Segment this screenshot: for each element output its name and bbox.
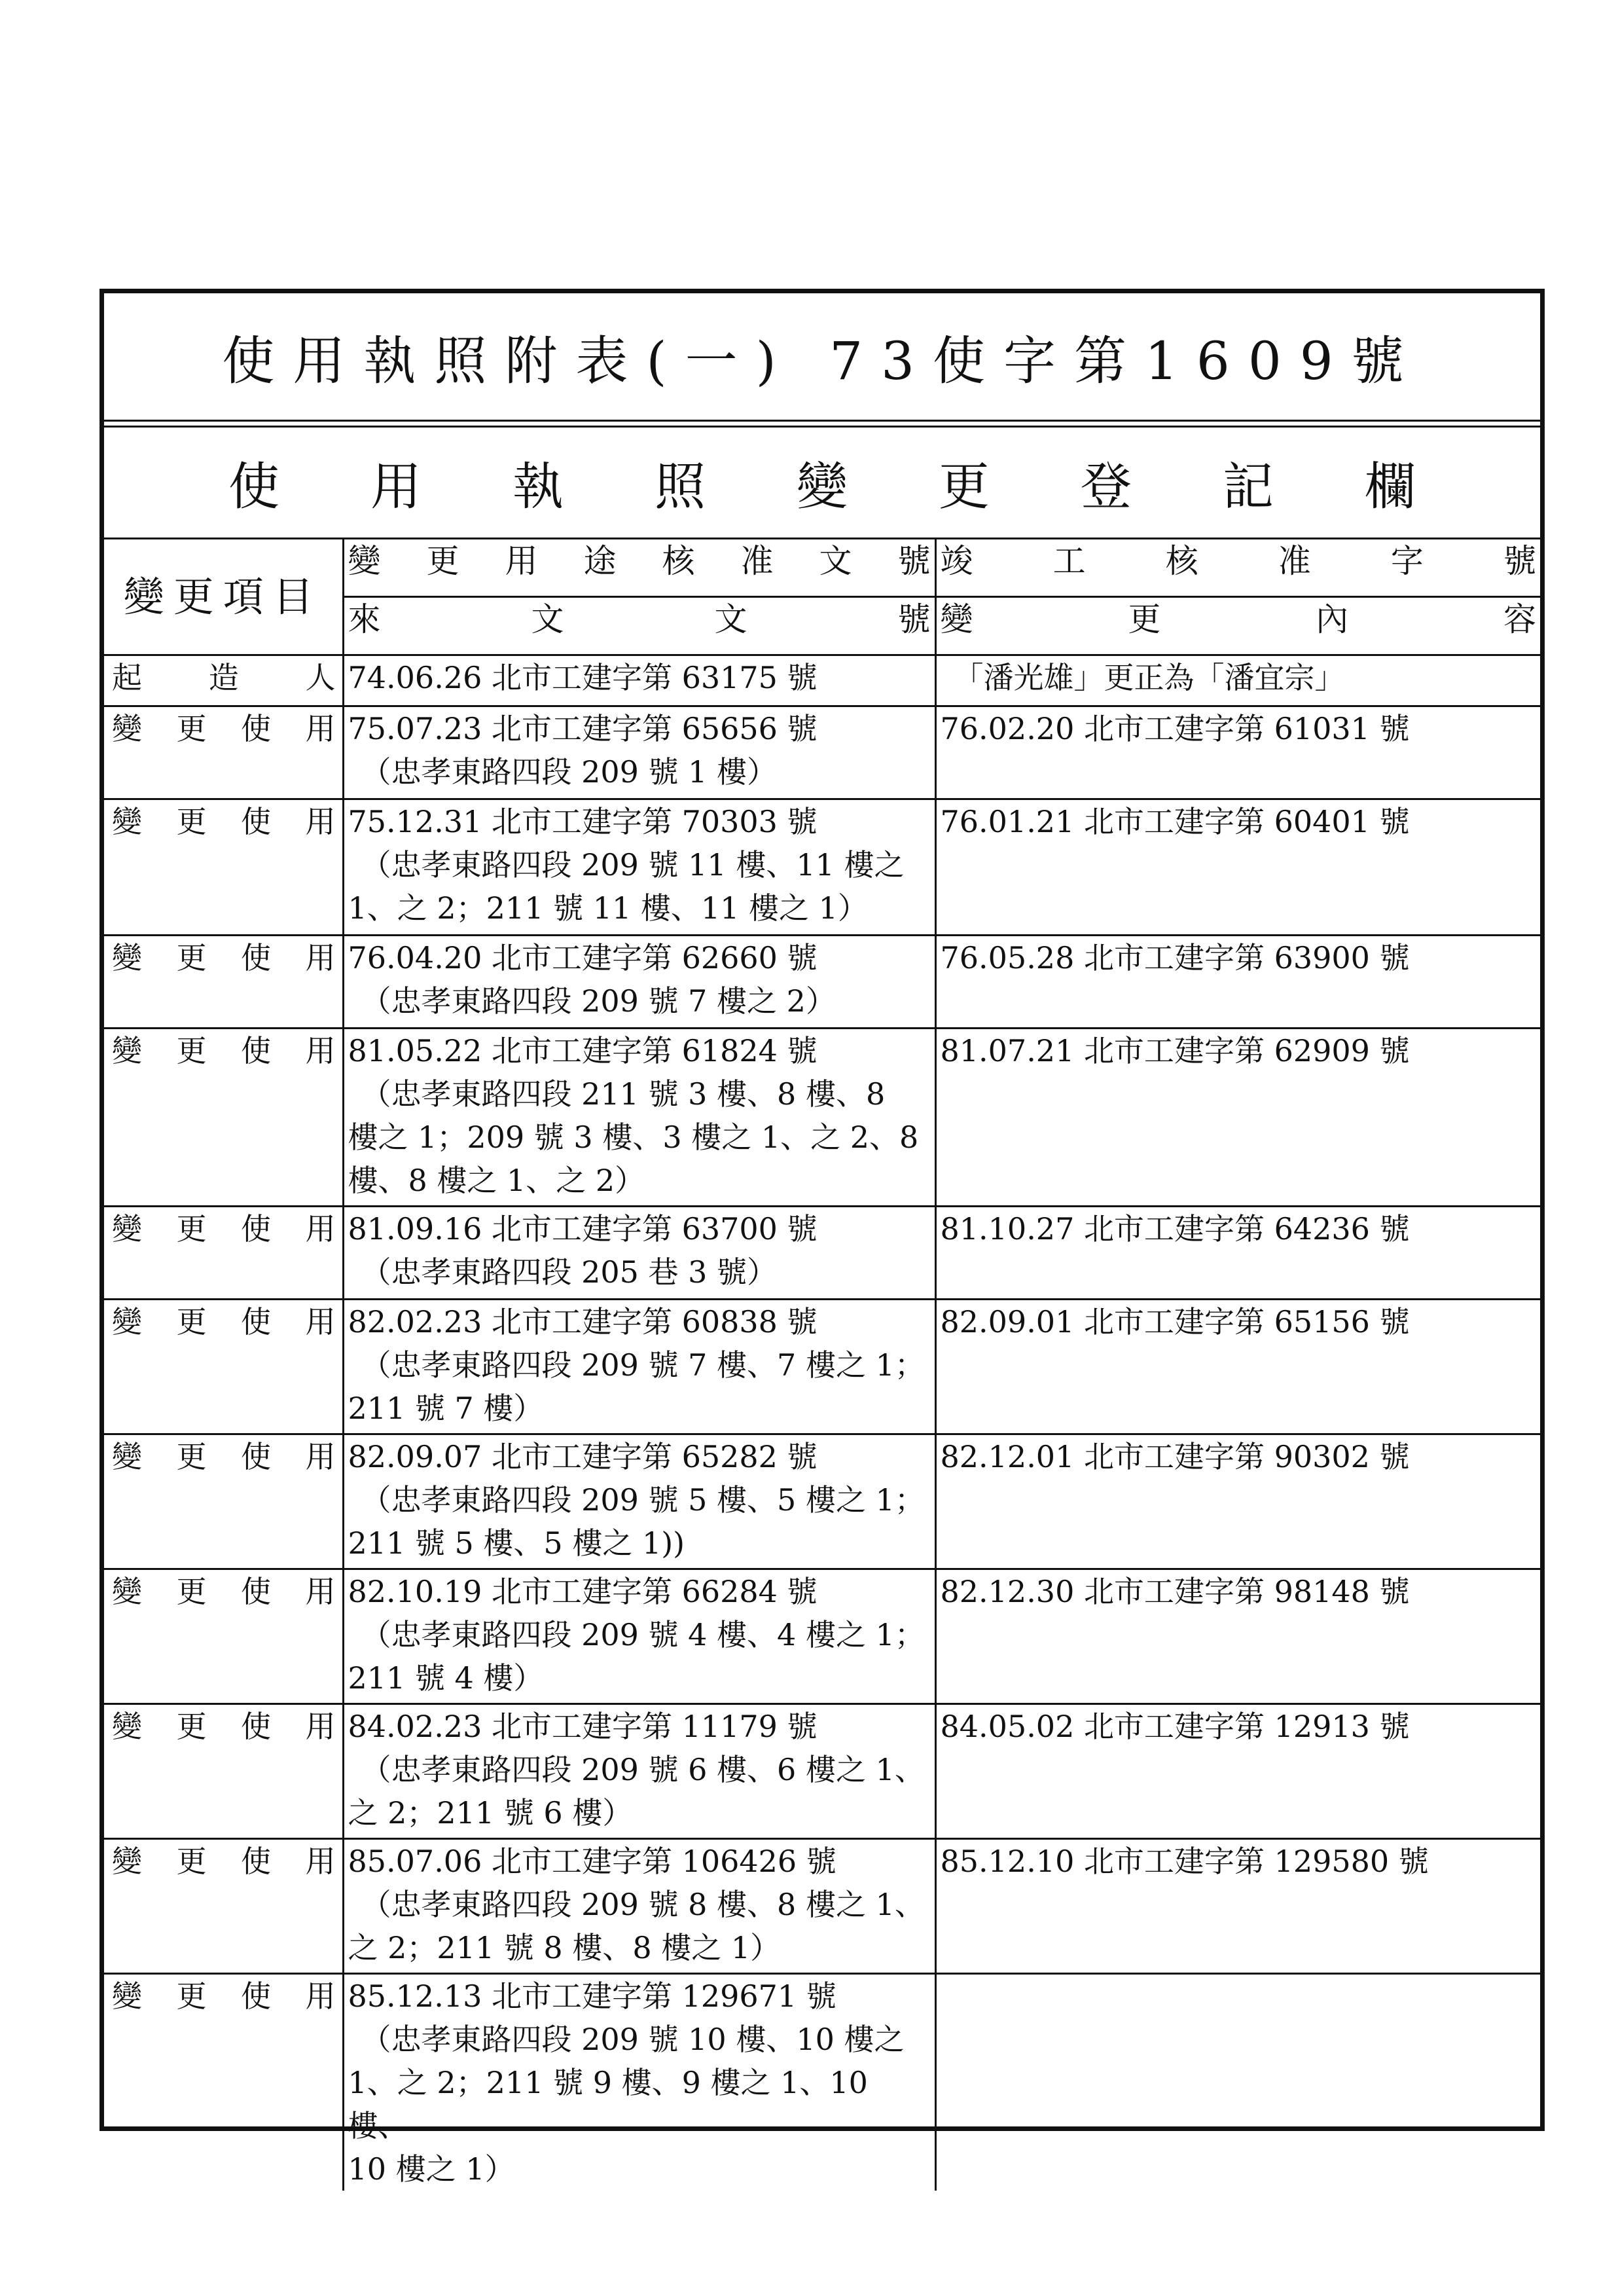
approval-address-line: （忠孝東路四段 209 號 4 樓、4 樓之 1； (361, 1617, 925, 1652)
header-completion-top-char: 准 (1278, 542, 1311, 580)
header-completion-top-char: 號 (1503, 542, 1536, 580)
approval-number: 81.05.22 北市工建字第 61824 號 (348, 1033, 818, 1068)
change-item-cell (104, 1029, 343, 1207)
change-item-char: 變 (112, 1033, 142, 1068)
change-item-cell (104, 1704, 343, 1839)
approval-number: 74.06.26 北市工建字第 63175 號 (348, 660, 818, 695)
approval-number: 85.12.13 北市工建字第 129671 號 (348, 1978, 836, 2014)
approval-address-line: 之 2；211 號 6 樓） (348, 1795, 633, 1831)
header-approval-top-char: 核 (662, 542, 695, 580)
table-row (104, 1207, 1540, 1300)
header-approval-top-char: 文 (819, 542, 852, 580)
approval-number: 75.07.23 北市工建字第 65656 號 (348, 711, 818, 746)
approval-address-line: 211 號 4 樓） (348, 1660, 544, 1696)
approval-address-line: （忠孝東路四段 209 號 5 樓、5 樓之 1； (361, 1482, 925, 1518)
completion-number: 82.12.30 北市工建字第 98148 號 (940, 1574, 1410, 1609)
approval-address-line: （忠孝東路四段 211 號 3 樓、8 樓、8 (361, 1076, 886, 1112)
completion-cell (935, 706, 1540, 799)
table-row (104, 936, 1540, 1029)
approval-number: 82.02.23 北市工建字第 60838 號 (348, 1304, 818, 1339)
approval-number: 84.02.23 北市工建字第 11179 號 (348, 1709, 818, 1744)
approval-address-line: 之 2；211 號 8 樓、8 樓之 1） (348, 1930, 781, 1965)
header-completion-bottom-char: 變 (940, 600, 973, 638)
completion-number: 85.12.10 北市工建字第 129580 號 (940, 1844, 1429, 1879)
change-item-char: 用 (305, 1574, 336, 1609)
change-item-char: 變 (112, 1978, 142, 2014)
approval-cell (343, 1300, 935, 1434)
change-item-cell (104, 1300, 343, 1434)
approval-cell (343, 1974, 935, 2191)
header-completion-bottom-char: 內 (1316, 600, 1349, 638)
header-approval-bottom-char: 文 (531, 600, 564, 638)
table-row (104, 1704, 1540, 1839)
change-item-char: 變 (112, 1304, 142, 1339)
change-item-char: 用 (305, 1978, 336, 2014)
certificate-frame (99, 289, 1545, 2187)
change-item-cell (104, 1434, 343, 1569)
header-approval-top-char: 用 (505, 542, 538, 580)
change-item-char: 用 (305, 1709, 336, 1744)
completion-number: 81.07.21 北市工建字第 62909 號 (940, 1033, 1410, 1068)
header-completion-top-char: 竣 (940, 542, 973, 580)
section-title-char: 使 (228, 458, 280, 517)
header-item: 變更項目 (104, 539, 343, 655)
approval-address-line: （忠孝東路四段 209 號 8 樓、8 樓之 1、 (361, 1887, 925, 1922)
completion-cell (935, 1569, 1540, 1704)
change-item-char: 變 (112, 1574, 142, 1609)
approval-cell (343, 799, 935, 936)
header-approval-bottom (343, 597, 935, 655)
change-item-char: 更 (176, 1574, 207, 1609)
change-item-char: 變 (112, 1211, 142, 1247)
change-item-cell (104, 1569, 343, 1704)
change-item-char: 變 (112, 1439, 142, 1474)
change-item-char: 使 (241, 711, 271, 746)
change-item-char: 更 (176, 1844, 207, 1879)
approval-cell (343, 1839, 935, 1974)
approval-cell (343, 1207, 935, 1300)
section-title-char: 用 (370, 458, 422, 517)
change-item-char: 變 (112, 940, 142, 975)
approval-cell (343, 1434, 935, 1569)
change-item-char: 更 (176, 1978, 207, 2014)
section-title (104, 426, 1540, 539)
change-item-cell (104, 655, 343, 706)
change-item-char: 更 (176, 804, 207, 839)
change-item-cell (104, 1839, 343, 1974)
table-row (104, 1300, 1540, 1434)
change-item-char: 用 (305, 940, 336, 975)
section-title-char: 記 (1222, 458, 1274, 517)
page-title: 使用執照附表(一) 73使字第1609號 (104, 293, 1540, 422)
completion-cell (935, 1704, 1540, 1839)
change-item-cell (104, 1974, 343, 2191)
table-row (104, 1839, 1540, 1974)
completion-cell (935, 1207, 1540, 1300)
change-item-char: 用 (305, 1211, 336, 1247)
approval-address-line: （忠孝東路四段 209 號 7 樓之 2） (361, 983, 836, 1019)
completion-cell (935, 1974, 1540, 2191)
approval-address-line: （忠孝東路四段 209 號 10 樓、10 樓之 (361, 2022, 905, 2057)
approval-cell (343, 1029, 935, 1207)
approval-address-line: （忠孝東路四段 205 巷 3 號） (361, 1254, 778, 1290)
table-row (104, 1029, 1540, 1207)
approval-cell (343, 1569, 935, 1704)
header-completion-top-char: 核 (1165, 542, 1198, 580)
approval-address-line: （忠孝東路四段 209 號 1 樓） (361, 754, 778, 790)
change-item-char: 更 (176, 1709, 207, 1744)
completion-number: 84.05.02 北市工建字第 12913 號 (940, 1709, 1410, 1744)
completion-cell (935, 799, 1540, 936)
completion-cell (935, 1839, 1540, 1974)
table-row (104, 1434, 1540, 1569)
header-approval-top-char: 准 (740, 542, 774, 580)
change-item-char: 用 (305, 1033, 336, 1068)
header-approval-top-char: 號 (897, 542, 931, 580)
header-approval-top-char: 變 (348, 542, 381, 580)
header-row (104, 539, 1540, 597)
change-item-cell (104, 1207, 343, 1300)
approval-number: 76.04.20 北市工建字第 62660 號 (348, 940, 818, 975)
header-completion-top (935, 539, 1540, 597)
completion-cell (935, 1434, 1540, 1569)
completion-number: 「潘光雄」更正為「潘宜宗」 (953, 660, 1345, 695)
approval-cell (343, 655, 935, 706)
change-item-char: 更 (176, 1211, 207, 1247)
completion-number: 76.02.20 北市工建字第 61031 號 (940, 711, 1410, 746)
change-item-cell (104, 936, 343, 1029)
change-item-char: 使 (241, 1033, 271, 1068)
completion-number: 76.05.28 北市工建字第 63900 號 (940, 940, 1410, 975)
change-item-char: 用 (305, 1844, 336, 1879)
change-item-char: 更 (176, 940, 207, 975)
header-completion-top-char: 工 (1052, 542, 1086, 580)
approval-address-line: （忠孝東路四段 209 號 6 樓、6 樓之 1、 (361, 1752, 925, 1787)
completion-number: 82.12.01 北市工建字第 90302 號 (940, 1439, 1410, 1474)
approval-number: 85.07.06 北市工建字第 106426 號 (348, 1844, 836, 1879)
table-row (104, 655, 1540, 706)
change-item-char: 使 (241, 1211, 271, 1247)
completion-number: 81.10.27 北市工建字第 64236 號 (940, 1211, 1410, 1247)
approval-number: 82.09.07 北市工建字第 65282 號 (348, 1439, 818, 1474)
section-title-char: 欄 (1364, 458, 1416, 517)
approval-address-line: 樓、8 樓之 1、之 2） (348, 1163, 645, 1198)
change-item-char: 使 (241, 1574, 271, 1609)
approval-address-line: 211 號 7 樓） (348, 1391, 544, 1426)
change-item-char: 更 (176, 1304, 207, 1339)
header-completion-top-char: 字 (1390, 542, 1424, 580)
change-item-char: 使 (241, 1304, 271, 1339)
completion-cell (935, 655, 1540, 706)
completion-cell (935, 1029, 1540, 1207)
approval-address-line: 樓之 1；209 號 3 樓、3 樓之 1、之 2、8 (348, 1120, 919, 1155)
change-item-char: 變 (112, 1709, 142, 1744)
completion-number: 82.09.01 北市工建字第 65156 號 (940, 1304, 1410, 1339)
approval-address-line: （忠孝東路四段 209 號 7 樓、7 樓之 1； (361, 1347, 925, 1383)
change-item-char: 起 (112, 660, 142, 695)
change-item-char: 用 (305, 711, 336, 746)
change-item-cell (104, 799, 343, 936)
completion-cell (935, 936, 1540, 1029)
header-completion-bottom-char: 更 (1128, 600, 1161, 638)
change-item-char: 使 (241, 1709, 271, 1744)
approval-number: 75.12.31 北市工建字第 70303 號 (348, 804, 818, 839)
change-item-char: 使 (241, 1844, 271, 1879)
change-item-char: 造 (208, 660, 239, 695)
section-title-char: 變 (796, 458, 848, 517)
change-item-char: 使 (241, 940, 271, 975)
header-approval-bottom-char: 文 (714, 600, 747, 638)
approval-address-line: 10 樓之 1） (348, 2151, 515, 2187)
header-completion-bottom-char: 容 (1503, 600, 1536, 638)
section-title-char: 更 (938, 458, 990, 517)
header-approval-top (343, 539, 935, 597)
header-approval-top-char: 更 (426, 542, 459, 580)
approval-address-line: （忠孝東路四段 209 號 11 樓、11 樓之 (361, 847, 905, 883)
change-item-char: 變 (112, 711, 142, 746)
change-item-char: 用 (305, 1304, 336, 1339)
approval-number: 82.10.19 北市工建字第 66284 號 (348, 1574, 818, 1609)
approval-cell (343, 1704, 935, 1839)
table-row (104, 1569, 1540, 1704)
change-item-char: 用 (305, 804, 336, 839)
table-row (104, 799, 1540, 936)
change-register-table (104, 539, 1540, 2191)
change-item-cell (104, 706, 343, 799)
approval-cell (343, 936, 935, 1029)
table-row (104, 1974, 1540, 2191)
change-item-char: 用 (305, 1439, 336, 1474)
header-approval-bottom-char: 號 (897, 600, 931, 638)
change-item-char: 更 (176, 1439, 207, 1474)
change-item-char: 使 (241, 1439, 271, 1474)
section-title-char: 照 (654, 458, 706, 517)
change-item-char: 更 (176, 1033, 207, 1068)
approval-cell (343, 706, 935, 799)
header-approval-bottom-char: 來 (348, 600, 381, 638)
approval-address-line: 1、之 2；211 號 11 樓、11 樓之 1） (348, 890, 868, 926)
change-item-char: 人 (305, 660, 336, 695)
completion-cell (935, 1300, 1540, 1434)
approval-address-line: 1、之 2；211 號 9 樓、9 樓之 1、10 樓、 (348, 2065, 868, 2143)
change-item-char: 變 (112, 804, 142, 839)
change-item-char: 使 (241, 804, 271, 839)
header-approval-top-char: 途 (583, 542, 617, 580)
table-row (104, 706, 1540, 799)
header-completion-bottom (935, 597, 1540, 655)
change-item-char: 使 (241, 1978, 271, 2014)
change-item-char: 變 (112, 1844, 142, 1879)
change-item-char: 更 (176, 711, 207, 746)
approval-number: 81.09.16 北市工建字第 63700 號 (348, 1211, 818, 1247)
approval-address-line: 211 號 5 樓、5 樓之 1)) (348, 1525, 685, 1561)
completion-number: 76.01.21 北市工建字第 60401 號 (940, 804, 1410, 839)
section-title-char: 登 (1080, 458, 1132, 517)
section-title-char: 執 (512, 458, 564, 517)
